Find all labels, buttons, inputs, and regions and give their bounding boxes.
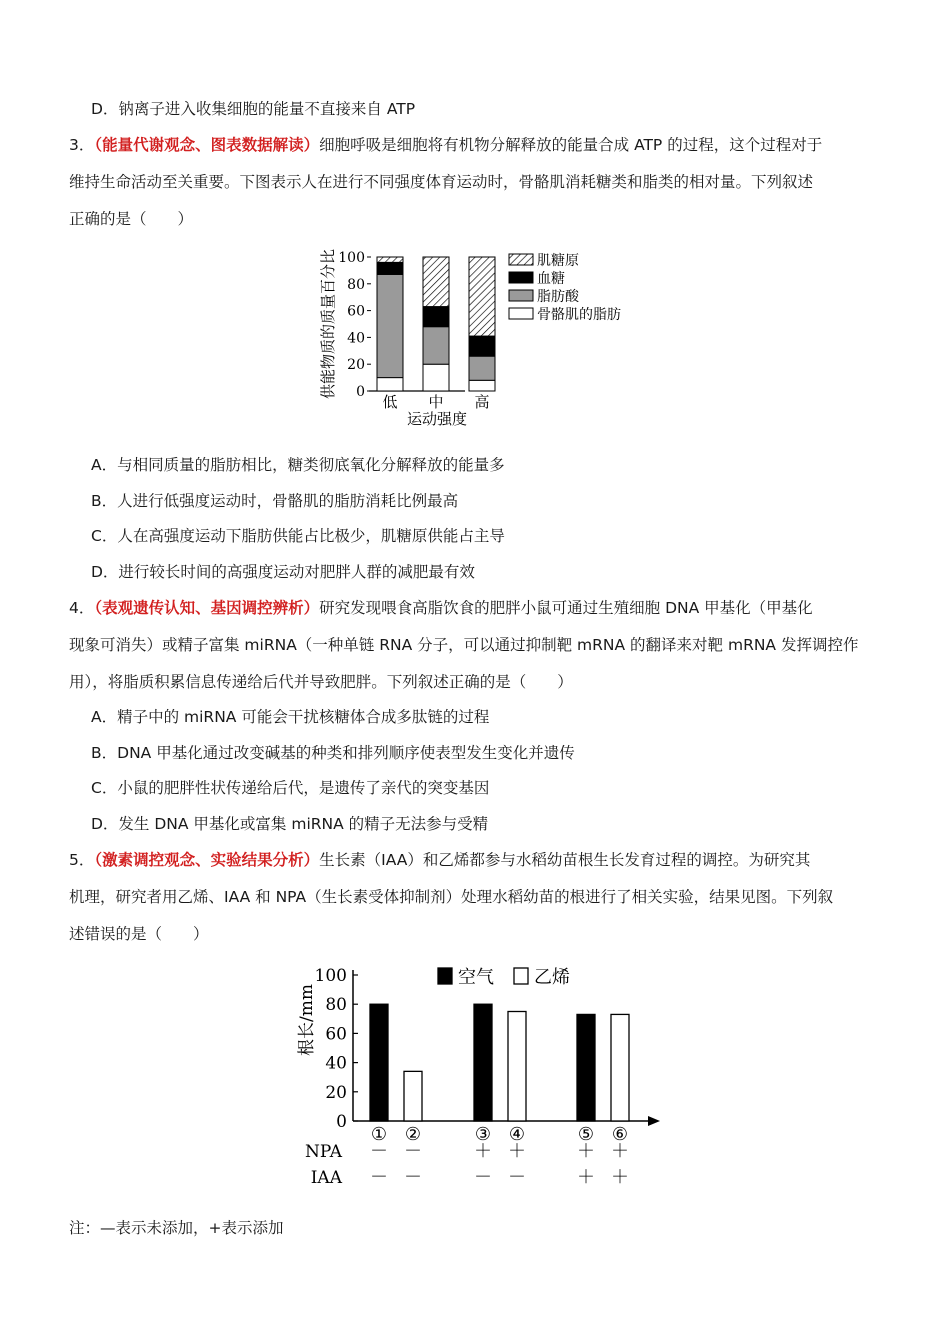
chart2-bar bbox=[370, 1004, 388, 1121]
chart1-legend-label: 肌糖原 bbox=[537, 253, 579, 269]
chart2-xtick-label: ④ bbox=[508, 1124, 526, 1145]
chart2-treatment-mark: ＋ bbox=[577, 1141, 595, 1162]
chart2-row-label: NPA bbox=[304, 1142, 342, 1162]
q5-tag: （激素调控观念、实验结果分析） bbox=[94, 851, 320, 869]
chart2-treatment-mark: ＋ bbox=[577, 1167, 595, 1188]
chart2-legend-swatch bbox=[438, 968, 452, 984]
chart1-legend-label: 血糖 bbox=[537, 271, 565, 287]
chart2-treatment-mark: － bbox=[404, 1141, 422, 1162]
chart1-bar-segment bbox=[423, 257, 449, 307]
q4-option-d[interactable]: D．发生 DNA 甲基化或富集 miRNA 的精子无法参与受精 bbox=[91, 815, 489, 833]
chart1-bar-segment bbox=[377, 378, 403, 391]
q5-number: 5． bbox=[69, 851, 95, 869]
chart2-bar bbox=[508, 1012, 526, 1122]
chart2-legend-swatch bbox=[514, 968, 528, 984]
q4-stem-text: 研究发现喂食高脂饮食的肥胖小鼠可通过生殖细胞 DNA 甲基化（甲基化 bbox=[319, 599, 813, 617]
chart1-bar-segment bbox=[423, 307, 449, 327]
chart1-bar-segment bbox=[377, 274, 403, 377]
chart2-treatment-mark: － bbox=[474, 1167, 492, 1188]
chart2-treatment-mark: ＋ bbox=[611, 1167, 629, 1188]
chart1-xtick-label: 中 bbox=[428, 393, 444, 411]
chart1-legend-swatch bbox=[509, 308, 533, 319]
chart1-legend-swatch bbox=[509, 272, 533, 283]
chart1-ylabel: 供能物质的质量百分比 bbox=[319, 248, 337, 400]
q4-number: 4． bbox=[69, 599, 95, 617]
chart2-ytick-label: 100 bbox=[314, 966, 347, 986]
q3-stem-line2: 维持生命活动至关重要。下图表示人在进行不同强度体育运动时，骨骼肌消耗糖类和脂类的相对量。下列叙述 bbox=[69, 173, 814, 191]
chart2-legend-label: 乙烯 bbox=[534, 967, 570, 988]
chart2-treatment-mark: － bbox=[508, 1167, 526, 1188]
chart1-legend-label: 骨骼肌的脂肪 bbox=[537, 307, 621, 323]
chart2-treatment-mark: － bbox=[370, 1141, 388, 1162]
q4-option-c[interactable]: C．小鼠的肥胖性状传递给后代，是遗传了亲代的突变基因 bbox=[91, 779, 490, 797]
chart1-legend-swatch bbox=[509, 254, 533, 265]
chart2-bar bbox=[474, 1004, 492, 1121]
q3-tag: （能量代谢观念、图表数据解读） bbox=[94, 136, 320, 154]
chart1-bar-segment bbox=[377, 262, 403, 274]
q4-option-a[interactable]: A．精子中的 miRNA 可能会干扰核糖体合成多肽链的过程 bbox=[91, 708, 490, 726]
chart2-bar bbox=[611, 1014, 629, 1121]
q3-option-d[interactable]: D．进行较长时间的高强度运动对肥胖人群的减肥最有效 bbox=[91, 563, 475, 581]
q3-option-c[interactable]: C．人在高强度运动下脂肪供能占比极少，肌糖原供能占主导 bbox=[91, 527, 505, 545]
chart1-legend-swatch bbox=[509, 290, 533, 301]
chart2-ytick-label: 80 bbox=[325, 995, 347, 1016]
q3-stem-text: 细胞呼吸是细胞将有机物分解释放的能量合成 ATP 的过程，这个过程对于 bbox=[319, 136, 823, 154]
chart1-ytick-label: 100 bbox=[338, 250, 365, 266]
q5-stem-line1 bbox=[69, 850, 810, 870]
q4-tag: （表观遗传认知、基因调控辨析） bbox=[94, 599, 320, 617]
q3-stem-line1 bbox=[69, 135, 822, 155]
chart1-ytick-label: 40 bbox=[347, 330, 365, 347]
chart1-ytick-label: 0 bbox=[356, 384, 365, 400]
q4-option-b[interactable]: B．DNA 甲基化通过改变碱基的种类和排列顺序使表型发生变化并遗传 bbox=[91, 744, 575, 762]
chart1-bar-segment bbox=[469, 336, 495, 356]
chart1-xtick-label: 低 bbox=[382, 393, 398, 411]
chart2-treatment-mark: － bbox=[404, 1167, 422, 1188]
chart2-ylabel: 根长/mm bbox=[297, 984, 317, 1056]
chart2-bar bbox=[404, 1071, 422, 1121]
q4-stem-line3: 用），将脂质积累信息传递给后代并导致肥胖。下列叙述正确的是（ ） bbox=[69, 673, 573, 691]
q5-note: 注：—表示未添加，+表示添加 bbox=[69, 1219, 284, 1237]
chart2-ytick-label: 60 bbox=[325, 1024, 347, 1045]
chart1-bar-segment bbox=[423, 364, 449, 391]
chart1-bar-segment bbox=[377, 257, 403, 262]
x-axis-arrow-icon bbox=[648, 1116, 660, 1126]
chart2-xtick-label: ⑥ bbox=[611, 1124, 629, 1145]
chart2-xtick-label: ① bbox=[370, 1124, 388, 1145]
root-length-chart bbox=[290, 960, 670, 1190]
chart2-treatment-mark: － bbox=[370, 1167, 388, 1188]
energy-source-chart bbox=[315, 240, 645, 430]
chart1-xlabel: 运动强度 bbox=[406, 410, 468, 428]
q3-stem-line3: 正确的是（ ） bbox=[69, 210, 194, 228]
chart2-xtick-label: ② bbox=[404, 1124, 422, 1145]
chart2-ytick-label: 20 bbox=[325, 1082, 347, 1103]
chart1-ytick-label: 60 bbox=[347, 303, 365, 320]
chart1-xtick-label: 高 bbox=[474, 393, 490, 411]
chart2-xtick-label: ⑤ bbox=[577, 1124, 595, 1145]
chart1-ytick-label: 80 bbox=[347, 276, 365, 293]
chart1-bar-segment bbox=[423, 327, 449, 365]
chart2-ytick-label: 40 bbox=[325, 1053, 347, 1074]
chart2-treatment-mark: ＋ bbox=[474, 1141, 492, 1162]
chart1-ytick-label: 20 bbox=[347, 357, 365, 374]
chart2-treatment-mark: ＋ bbox=[508, 1141, 526, 1162]
chart2-row-label: IAA bbox=[310, 1168, 342, 1188]
q3-number: 3． bbox=[69, 136, 95, 154]
chart2-legend-label: 空气 bbox=[458, 967, 494, 988]
q5-stem-text: 生长素（IAA）和乙烯都参与水稻幼苗根生长发育过程的调控。为研究其 bbox=[319, 851, 811, 869]
chart2-bar bbox=[577, 1014, 595, 1121]
q5-stem-line3: 述错误的是（ ） bbox=[69, 925, 209, 943]
q4-stem-line1 bbox=[69, 598, 813, 618]
q3-option-b[interactable]: B．人进行低强度运动时，骨骼肌的脂肪消耗比例最高 bbox=[91, 492, 459, 510]
q3-option-a[interactable]: A．与相同质量的脂肪相比，糖类彻底氧化分解释放的能量多 bbox=[91, 456, 505, 474]
chart1-bar-segment bbox=[469, 380, 495, 391]
chart2-treatment-mark: ＋ bbox=[611, 1141, 629, 1162]
chart2-xtick-label: ③ bbox=[474, 1124, 492, 1145]
q4-stem-line2: 现象可消失）或精子富集 miRNA（一种单链 RNA 分子，可以通过抑制靶 mRNA 的翻译来对靶 mRNA 发挥调控作 bbox=[69, 636, 859, 654]
chart1-bar-segment bbox=[469, 356, 495, 380]
chart2-ytick-label: 0 bbox=[336, 1112, 347, 1132]
q2-option-d: D．钠离子进入收集细胞的能量不直接来自 ATP bbox=[91, 100, 416, 118]
chart1-legend-label: 脂肪酸 bbox=[537, 289, 579, 305]
chart1-bar-segment bbox=[469, 257, 495, 336]
q5-stem-line2: 机理，研究者用乙烯、IAA 和 NPA（生长素受体抑制剂）处理水稻幼苗的根进行了相关实验，结果见图。下列叙 bbox=[69, 888, 834, 906]
